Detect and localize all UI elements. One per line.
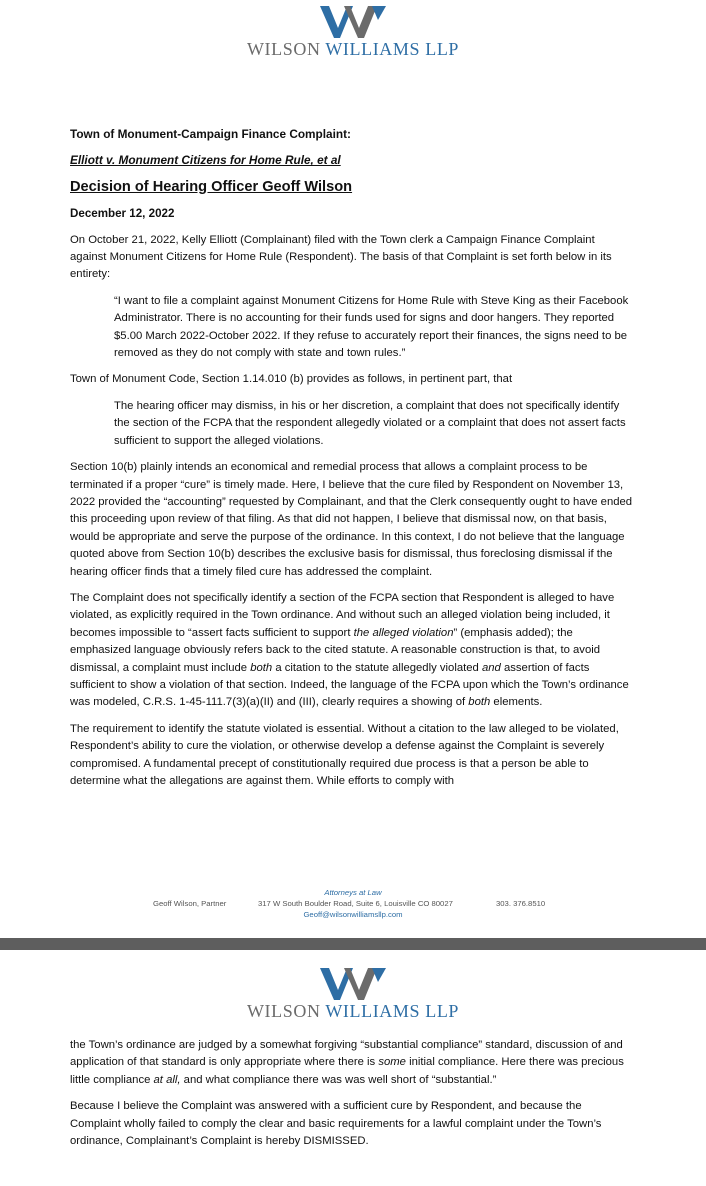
footer-name: Geoff Wilson, Partner (153, 899, 227, 908)
paragraph-intro: On October 21, 2022, Kelly Elliott (Complainant) filed with the Town clerk a Campaign Finance Complaint against Monument Citizens for Home Rule (Respondent). The basis of that Complaint is set forth below in its entirety: (70, 233, 612, 281)
code-quote: The hearing officer may dismiss, in his or her discretion, a complaint that does not specifically identify the section of the FCPA that the respondent allegedly violated or a complaint that does not assert facts sufficient to support the alleged violations. (114, 399, 626, 447)
paragraph-substantial-compliance: the Town’s ordinance are judged by a somewhat forgiving “substantial compliance” standard, discussion of and application of that standard is only appropriate where there is some initial compliance. Here there was precious little compliance at all, and what compliance there was was well short of “substantial.” (70, 1039, 624, 1086)
document-body-page-1 (70, 126, 634, 799)
firm-name-page-2: WILSON WILLIAMS LLP (246, 1001, 460, 1021)
decision-heading: Decision of Hearing Officer Geoff Wilson (70, 178, 353, 195)
footer-tagline: Attorneys at Law (324, 888, 382, 897)
footer-address: 317 W South Boulder Road, Suite 6, Louisville CO 80027 (258, 899, 453, 908)
firm-name: WILSON WILLIAMS LLP (246, 39, 460, 59)
paragraph-dismissal: Because I believe the Complaint was answered with a sufficient cure by Respondent, and because the Complaint wholly failed to comply the clear and basic requirements for a lawful complaint under the Town’s ordinance, Complainant’s Complaint is hereby DISMISSED. (70, 1100, 602, 1148)
complaint-quote: “I want to file a complaint against Monument Citizens for Home Rule with Steve King as their Facebook Administrator. There is no accounting for their funds used for signs and door hangers. They reported $5.00 March 2022-October 2022. If they refuse to accurately report their finances, the signs need to be removed as they do not comply with state and town rules.” (114, 294, 629, 360)
page-separator (0, 938, 706, 950)
paragraph-code: Town of Monument Code, Section 1.14.010 (b) provides as follows, in pertinent part, that (70, 373, 513, 386)
paragraph-section-10b: Section 10(b) plainly intends an economical and remedial process that allows a complaint process to be terminated if a proper “cure” is timely made. Here, I believe that the cure filed by Respondent on November 13, 2022 provided the “accounting” requested by Complainant, and that the Clerk consequently ought to have ended this proceeding upon review of that filing. As that did not happen, I believe that dismissal now, on that basis, would be appropriate and serve the purpose of the ordinance. In this context, I do not believe that the language quoted above from Section 10(b) describes the exclusive basis for dismissal, thus foreclosing dismissal if the hearing officer finds that a timely filed cure has addressed the complaint. (70, 461, 633, 578)
firm-logo-page-2 (0, 968, 706, 1022)
firm-logo (0, 6, 706, 60)
document-title: Town of Monument-Campaign Finance Complaint: (70, 127, 351, 141)
ww-logo-icon (320, 6, 386, 38)
case-name: Elliott v. Monument Citizens for Home Rule, et al (70, 153, 341, 168)
decision-date: December 12, 2022 (70, 207, 175, 221)
ww-logo-icon (320, 968, 386, 1000)
footer-email[interactable]: Geoff@wilsonwilliamsllp.com (303, 910, 403, 919)
page-footer (0, 887, 706, 920)
paragraph-due-process: The requirement to identify the statute violated is essential. Without a citation to the law alleged to be violated, Respondent’s ability to cure the violation, or otherwise develop a defense against the Complaint is severely compromised. A fundamental precept of constitutionally required due process is that a person be able to determine what the allegations are against them. While efforts to comply with (70, 722, 619, 787)
footer-phone: 303. 376.8510 (496, 899, 546, 908)
document-page-2 (0, 950, 706, 1186)
document-body-page-2 (70, 1037, 634, 1159)
paragraph-fcpa: The Complaint does not specifically identify a section of the FCPA section that Respondent is alleged to have violated, as explicitly required in the Town ordinance. And without such an alleged violation being included, it becomes impossible to “assert facts sufficient to support the alleged violation” (emphasis added); the emphasized language obviously refers back to the cited statute. A reasonable construction is that, to avoid dismissal, a complaint must include both a citation to the statute allegedly violated and assertion of facts sufficient to show a violation of that section. Indeed, the language of the FCPA upon which the Town’s ordinance was modeled, C.R.S. 1-45-111.7(3)(a)(II) and (III), clearly requires a showing of both elements. (70, 591, 629, 709)
